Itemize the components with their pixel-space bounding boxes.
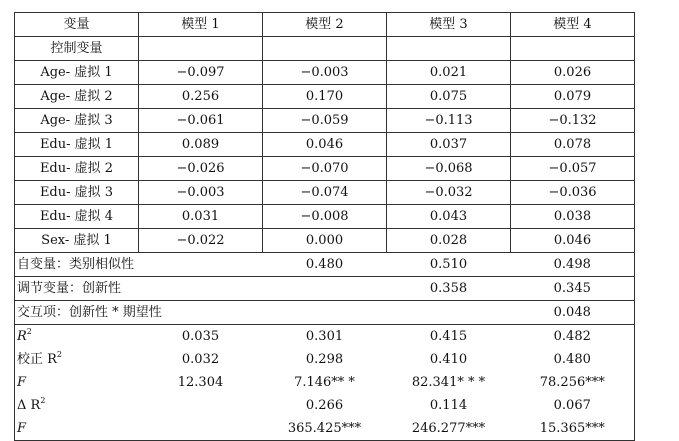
stat-label-text: F [17,420,27,436]
row-label: Sex- 虚拟 1 [15,229,139,253]
table-cell [139,417,263,441]
table-cell: 0.031 [139,205,263,229]
stat-label [15,394,139,417]
stat-label-text: F [17,374,27,390]
table-cell: 0.114 [429,397,468,413]
table-cell: 0.498 [511,253,635,277]
table-cell: −0.003 [139,181,263,205]
table-cell: −0.070 [263,157,387,181]
table-cell: 0.078 [511,133,635,157]
table-row [15,205,635,229]
table-row [15,229,635,253]
stat-label-text: Δ R [17,397,41,413]
stat-label [15,348,139,371]
table-cell: 0.482 [511,325,635,349]
stat-label-text: 校正 R [17,351,57,367]
independent-variable-row [15,253,635,277]
control-variables-label: 控制变量 [15,37,139,61]
header-model-4: 模型 4 [511,13,635,37]
row-label: Age- 虚拟 1 [15,61,139,85]
table-cell: −0.061 [139,109,263,133]
table-cell: 0.026 [511,61,635,85]
table-cell [387,301,511,325]
moderator-variable-row [15,277,635,301]
table-cell [139,394,263,417]
stat-row-r2 [15,325,635,349]
table-cell: 0.046 [511,229,635,253]
header-model-3: 模型 3 [387,13,511,37]
table-cell: 0.170 [263,85,387,109]
row-label: 自变量：类别相似性 [15,253,263,277]
stat-row-f-change [15,417,635,441]
table-cell: 0.048 [511,301,635,325]
table-cell: 15.365*** [511,417,635,441]
table-cell: −0.057 [511,157,635,181]
table-row [15,109,635,133]
table-cell: −0.097 [139,61,263,85]
stat-row-delta-r2 [15,394,635,417]
table-cell [263,301,387,325]
table-cell: −0.008 [263,205,387,229]
table-cell: −0.132 [511,109,635,133]
table-cell: 12.304 [177,374,224,390]
table-cell: 0.415 [387,325,511,349]
table-cell: 0.079 [511,85,635,109]
table-cell: 0.000 [263,229,387,253]
table-cell: 0.032 [181,351,220,367]
table-cell: 0.256 [139,85,263,109]
table-cell: 246.277*** [387,417,511,441]
stat-label [15,371,139,394]
table-cell: 0.067 [511,394,635,417]
table-row [15,61,635,85]
stat-row-adj-r2 [15,348,635,371]
table-cell: 0.358 [387,277,511,301]
table-cell: 0.038 [511,205,635,229]
table-cell: 0.480 [511,348,635,371]
table-cell: 0.046 [263,133,387,157]
table-cell: 0.075 [387,85,511,109]
table-cell: −0.026 [139,157,263,181]
header-row [15,13,635,37]
regression-table [14,12,635,441]
table-cell: 0.043 [387,205,511,229]
row-label: Age- 虚拟 3 [15,109,139,133]
table-cell: 0.037 [387,133,511,157]
table-cell: −0.059 [263,109,387,133]
table-cell: 0.298 [305,351,344,367]
table-cell: 7.146** * [294,374,355,390]
row-label: Edu- 虚拟 3 [15,181,139,205]
table-cell: −0.003 [263,61,387,85]
table-cell: −0.068 [387,157,511,181]
table-row [15,85,635,109]
superscript: 2 [40,395,46,405]
row-label: 调节变量：创新性 [15,277,263,301]
stat-row-f [15,371,635,394]
header-variable: 变量 [15,13,139,37]
table-cell: 78.256*** [511,371,635,394]
table-cell: 0.510 [387,253,511,277]
superscript: 2 [56,349,63,359]
row-label: Edu- 虚拟 2 [15,157,139,181]
stat-label [15,325,139,349]
table-cell: −0.036 [511,181,635,205]
table-cell: −0.022 [139,229,263,253]
table-row [15,157,635,181]
table-cell: −0.032 [387,181,511,205]
table-cell: 0.089 [139,133,263,157]
table-row [15,181,635,205]
stat-label-text: R [17,328,27,344]
table-row [15,133,635,157]
table-cell: 82.341* * * [411,374,486,390]
table-cell: 0.301 [263,325,387,349]
table-cell: 0.266 [305,397,344,413]
row-label: Age- 虚拟 2 [15,85,139,109]
row-label: Edu- 虚拟 4 [15,205,139,229]
control-header-row [15,37,635,61]
row-label: 交互项：创新性 * 期望性 [15,301,263,325]
superscript: 2 [26,326,32,336]
table-cell [263,277,387,301]
table-cell: −0.113 [387,109,511,133]
table-cell: 0.345 [511,277,635,301]
stat-label [15,417,139,441]
table-cell: 0.480 [263,253,387,277]
row-label: Edu- 虚拟 1 [15,133,139,157]
header-model-2: 模型 2 [263,13,387,37]
table-cell: −0.074 [263,181,387,205]
header-model-1: 模型 1 [139,13,263,37]
interaction-term-row [15,301,635,325]
table-cell: 0.028 [387,229,511,253]
table-cell: 0.021 [387,61,511,85]
table-cell: 0.035 [139,325,263,349]
table-cell: 0.410 [429,351,468,367]
table-cell: 365.425*** [263,417,387,441]
